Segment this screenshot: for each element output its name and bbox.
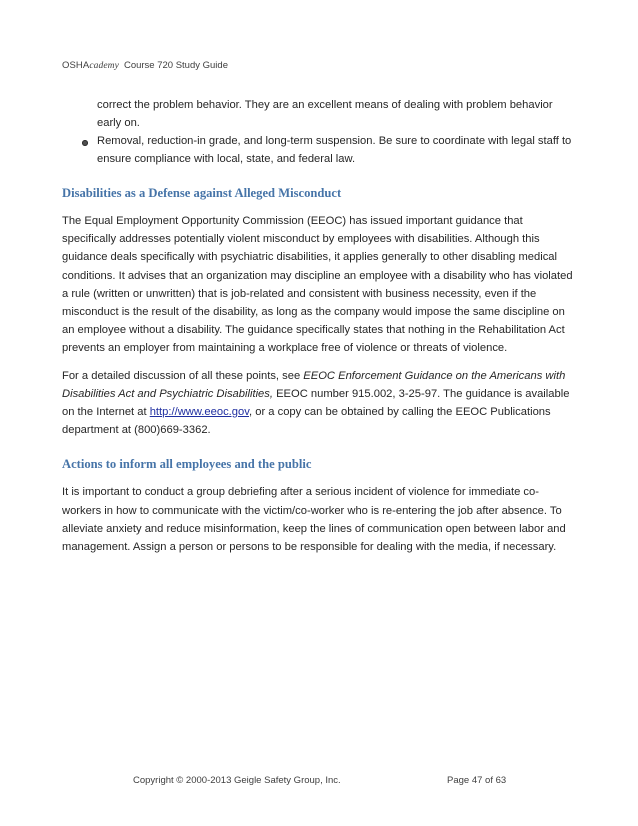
bullet-item <box>62 132 574 168</box>
footer-page-number: Page 47 of 63 <box>447 775 507 786</box>
guidance-title: EEOC Enforcement Guidance on the Americans with Disabilities Act and Psychiatric Disabilities, <box>62 369 566 400</box>
brand-name <box>62 60 119 71</box>
brand-suffix: cademy <box>89 61 119 71</box>
footer-copyright: Copyright © 2000-2013 Geigle Safety Group, Inc. <box>133 775 341 786</box>
section-heading-inform: Actions to inform all employees and the public <box>62 457 312 472</box>
bullet-item-text: Removal, reduction-in grade, and long-term suspension. Be sure to coordinate with legal staff to ensure compliance with local, state, and federal law. <box>97 135 572 165</box>
inform-paragraph: It is important to conduct a group debriefing after a serious incident of violence for immediate co-workers in how to communicate with the victim/co-worker who is re-entering the job after absence. To alleviate anxiety and reduce misinformation, keep the lines of communication open between labor and management. Assign a person or persons to be responsible for dealing with the media, if necessary. <box>62 486 566 554</box>
section-heading-disabilities: Disabilities as a Defense against Alleged Misconduct <box>62 186 342 200</box>
bullet-icon <box>82 140 88 146</box>
page-content <box>62 96 574 565</box>
page-header <box>62 60 228 71</box>
course-title: Course 720 Study Guide <box>123 60 228 71</box>
reference-mid: EEOC number 915.002, 3-25-97. The guidance is available on the Internet at <box>62 387 570 419</box>
disabilities-paragraph: The Equal Employment Opportunity Commission (EEOC) has issued important guidance that specifically addresses potentially violent misconduct by employees with disabilities. Although this guidance deals specifically with psychiatric disabilities, it applies generally to other disabling medical conditions. It advises that an organization may discipline an employee with a disability who has violated a rule (written or unwritten) that is job-related and consistent with business necessity, even if the misconduct is the result of the disability, as long as the company would impose the same discipline on an employee without a disability. The guidance specifically states that nothing in the Rehabilitation Act prevents an employer from maintaining a workplace free of violence or threats of violence. <box>62 215 573 355</box>
eeoc-link[interactable]: http://www.eeoc.gov <box>149 406 249 419</box>
reference-end: , or a copy can be obtained by calling the EEOC Publications department at (800)669-3362. <box>62 406 551 437</box>
bullet-continuation: correct the problem behavior. They are an excellent means of dealing with problem behavior early on. <box>97 99 553 129</box>
brand-prefix: OSHA <box>62 60 90 71</box>
eeoc-reference-paragraph <box>62 367 574 440</box>
reference-intro: For a detailed discussion of all these points, see <box>62 369 304 382</box>
